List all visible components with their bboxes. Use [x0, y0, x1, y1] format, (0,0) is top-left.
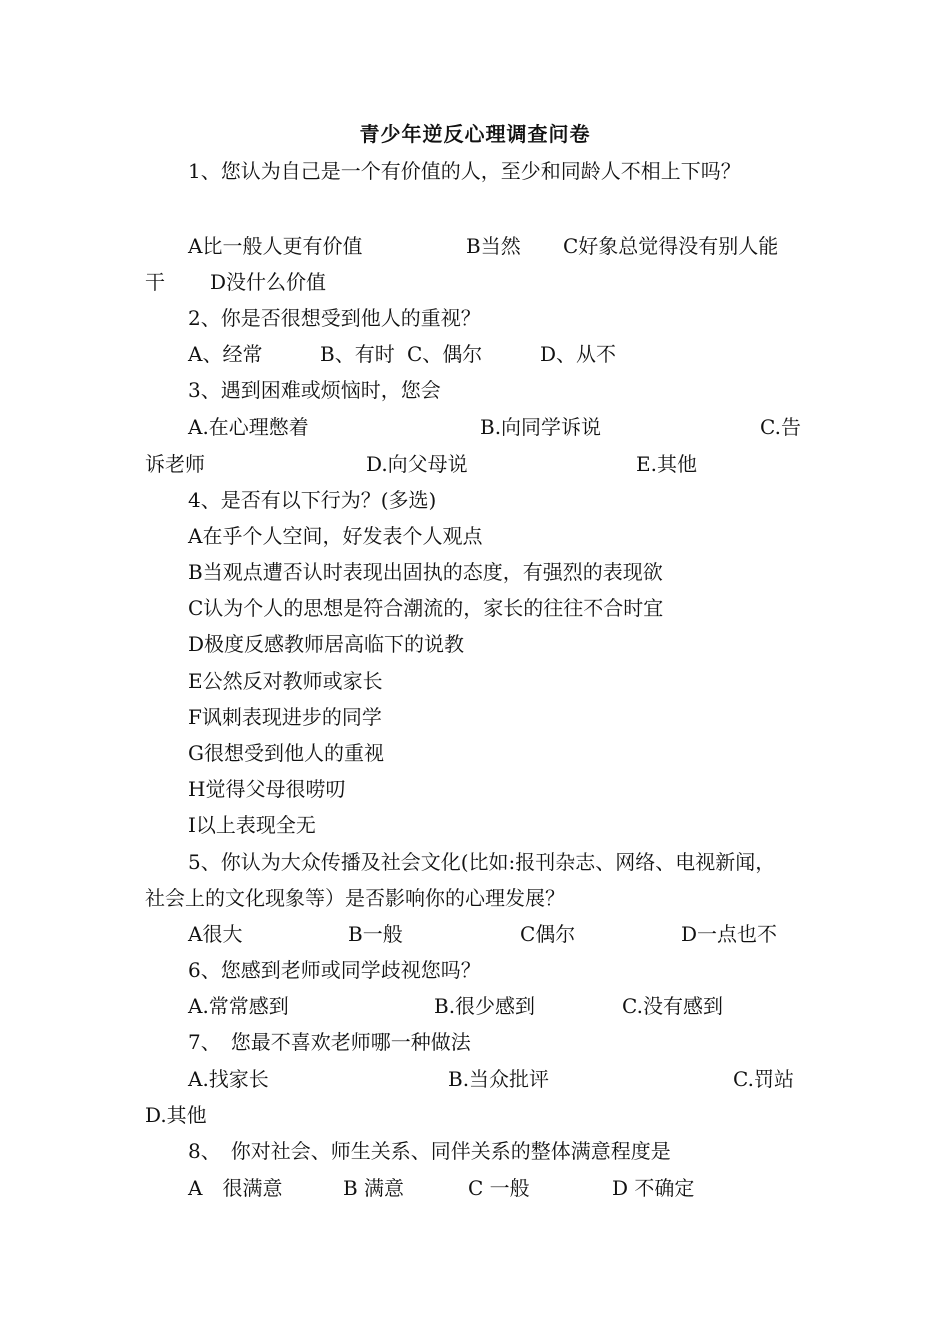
- q3-option-c: C.告: [760, 415, 801, 439]
- q5-option-d: D一点也不: [681, 922, 778, 946]
- q5-option-b: B一般: [348, 922, 403, 946]
- q2-option-a: A、经常: [188, 342, 263, 366]
- q6-option-a: A.常常感到: [188, 994, 289, 1018]
- q3-option-a: A.在心理憋着: [188, 415, 309, 439]
- question-6: 6、您感到老师或同学歧视您吗？: [188, 958, 481, 982]
- q1-option-c: C好象总觉得没有别人能: [563, 234, 779, 258]
- q1-option-a: A比一般人更有价值: [188, 234, 363, 258]
- question-5: 5、你认为大众传播及社会文化(比如:报刊杂志、网络、电视新闻，: [188, 850, 776, 874]
- question-1: 1、您认为自己是一个有价值的人，至少和同龄人不相上下吗？: [188, 159, 741, 183]
- q4-option: E公然反对教师或家长: [188, 669, 383, 693]
- q5-option-a: A很大: [188, 922, 243, 946]
- q2-option-c: C、偶尔: [407, 342, 483, 366]
- q4-option: D极度反感教师居高临下的说教: [188, 632, 465, 656]
- question-8: 8、 你对社会、师生关系、同伴关系的整体满意程度是: [188, 1139, 671, 1163]
- q4-option: F讽刺表现进步的同学: [188, 705, 382, 729]
- q4-option: I以上表现全无: [188, 813, 316, 837]
- q8-option-d: D 不确定: [612, 1176, 695, 1200]
- q4-option: B当观点遭否认时表现出固执的态度，有强烈的表现欲: [188, 560, 663, 584]
- q5-option-c: C偶尔: [520, 922, 576, 946]
- q4-option: G很想受到他人的重视: [188, 741, 384, 765]
- question-4: 4、是否有以下行为？(多选): [188, 488, 437, 512]
- q7-option-d: D.其他: [145, 1103, 207, 1127]
- q4-option: C认为个人的思想是符合潮流的，家长的往往不合时宜: [188, 596, 664, 620]
- q7-option-c: C.罚站: [733, 1067, 794, 1091]
- q1-option-c-continued: 干: [145, 270, 165, 294]
- question-5-continued: 社会上的文化现象等）是否影响你的心理发展？: [145, 886, 565, 910]
- q7-option-b: B.当众批评: [448, 1067, 550, 1091]
- q3-option-d: D.向父母说: [366, 452, 468, 476]
- q2-option-b: B、有时: [320, 342, 395, 366]
- q7-option-a: A.找家长: [188, 1067, 269, 1091]
- page-title: 青少年逆反心理调查问卷: [359, 122, 591, 146]
- question-2: 2、你是否很想受到他人的重视？: [188, 306, 481, 330]
- q3-option-e: E.其他: [636, 452, 697, 476]
- q1-option-b: B当然: [466, 234, 521, 258]
- q8-option-c: C 一般: [468, 1176, 530, 1200]
- q6-option-c: C.没有感到: [622, 994, 723, 1018]
- q4-option: H觉得父母很唠叨: [188, 777, 346, 801]
- question-7: 7、 您最不喜欢老师哪一种做法: [188, 1030, 471, 1054]
- question-3: 3、遇到困难或烦恼时，您会: [188, 378, 441, 402]
- q8-option-a: A 很满意: [188, 1176, 283, 1200]
- q4-option: A在乎个人空间，好发表个人观点: [188, 524, 483, 548]
- q8-option-b: B 满意: [343, 1176, 405, 1200]
- q1-option-d: D没什么价值: [210, 270, 327, 294]
- q3-option-c-continued: 诉老师: [145, 452, 205, 476]
- q6-option-b: B.很少感到: [434, 994, 536, 1018]
- q3-option-b: B.向同学诉说: [480, 415, 602, 439]
- q2-option-d: D、从不: [540, 342, 617, 366]
